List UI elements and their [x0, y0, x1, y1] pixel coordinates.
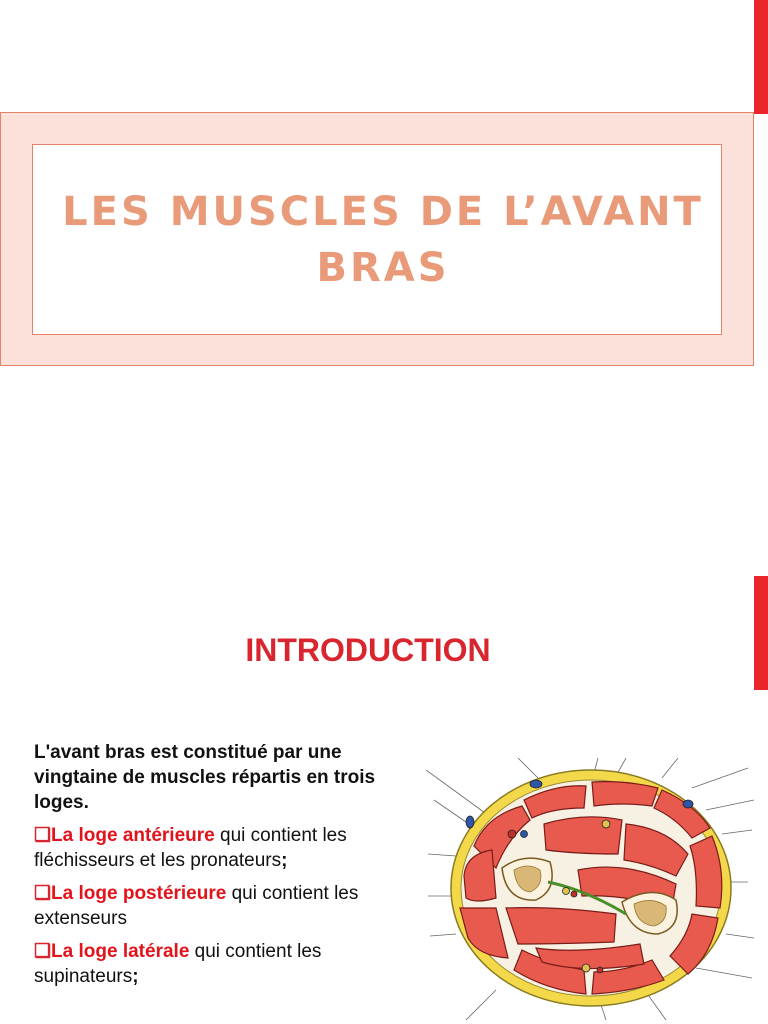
loge-name: La loge latérale — [51, 941, 190, 962]
list-item-anterior — [34, 823, 429, 873]
accent-bar — [754, 0, 768, 114]
accent-bar — [754, 576, 768, 690]
body-text — [34, 740, 429, 997]
forearm-cross-section-illustration — [426, 758, 756, 1024]
checkbox-bullet-icon: ❑ — [34, 825, 52, 846]
checkbox-bullet-icon: ❑ — [34, 941, 52, 962]
title-frame — [0, 112, 754, 366]
list-item-posterior — [34, 881, 429, 931]
punctuation: ; — [132, 966, 139, 987]
intro-paragraph: L'avant bras est constitué par une vingtaine de muscles répartis en trois loges. — [34, 742, 376, 813]
loge-name: La loge postérieure — [51, 883, 227, 904]
slide-title: LES MUSCLES DE L’AVANT BRAS — [62, 188, 704, 291]
slide-heading: INTRODUCTION — [245, 632, 491, 668]
loge-name: La loge antérieure — [51, 825, 215, 846]
loge-description: qui contient les fléchisseurs et les pronateurs — [34, 825, 347, 871]
checkbox-bullet-icon: ❑ — [34, 883, 52, 904]
title-box — [32, 144, 722, 335]
punctuation: ; — [281, 850, 288, 871]
loge-description: qui contient les extenseurs — [34, 883, 359, 929]
list-item-lateral — [34, 939, 429, 989]
content-slide — [0, 576, 768, 1024]
loge-description: qui contient les supinateurs — [34, 941, 322, 987]
